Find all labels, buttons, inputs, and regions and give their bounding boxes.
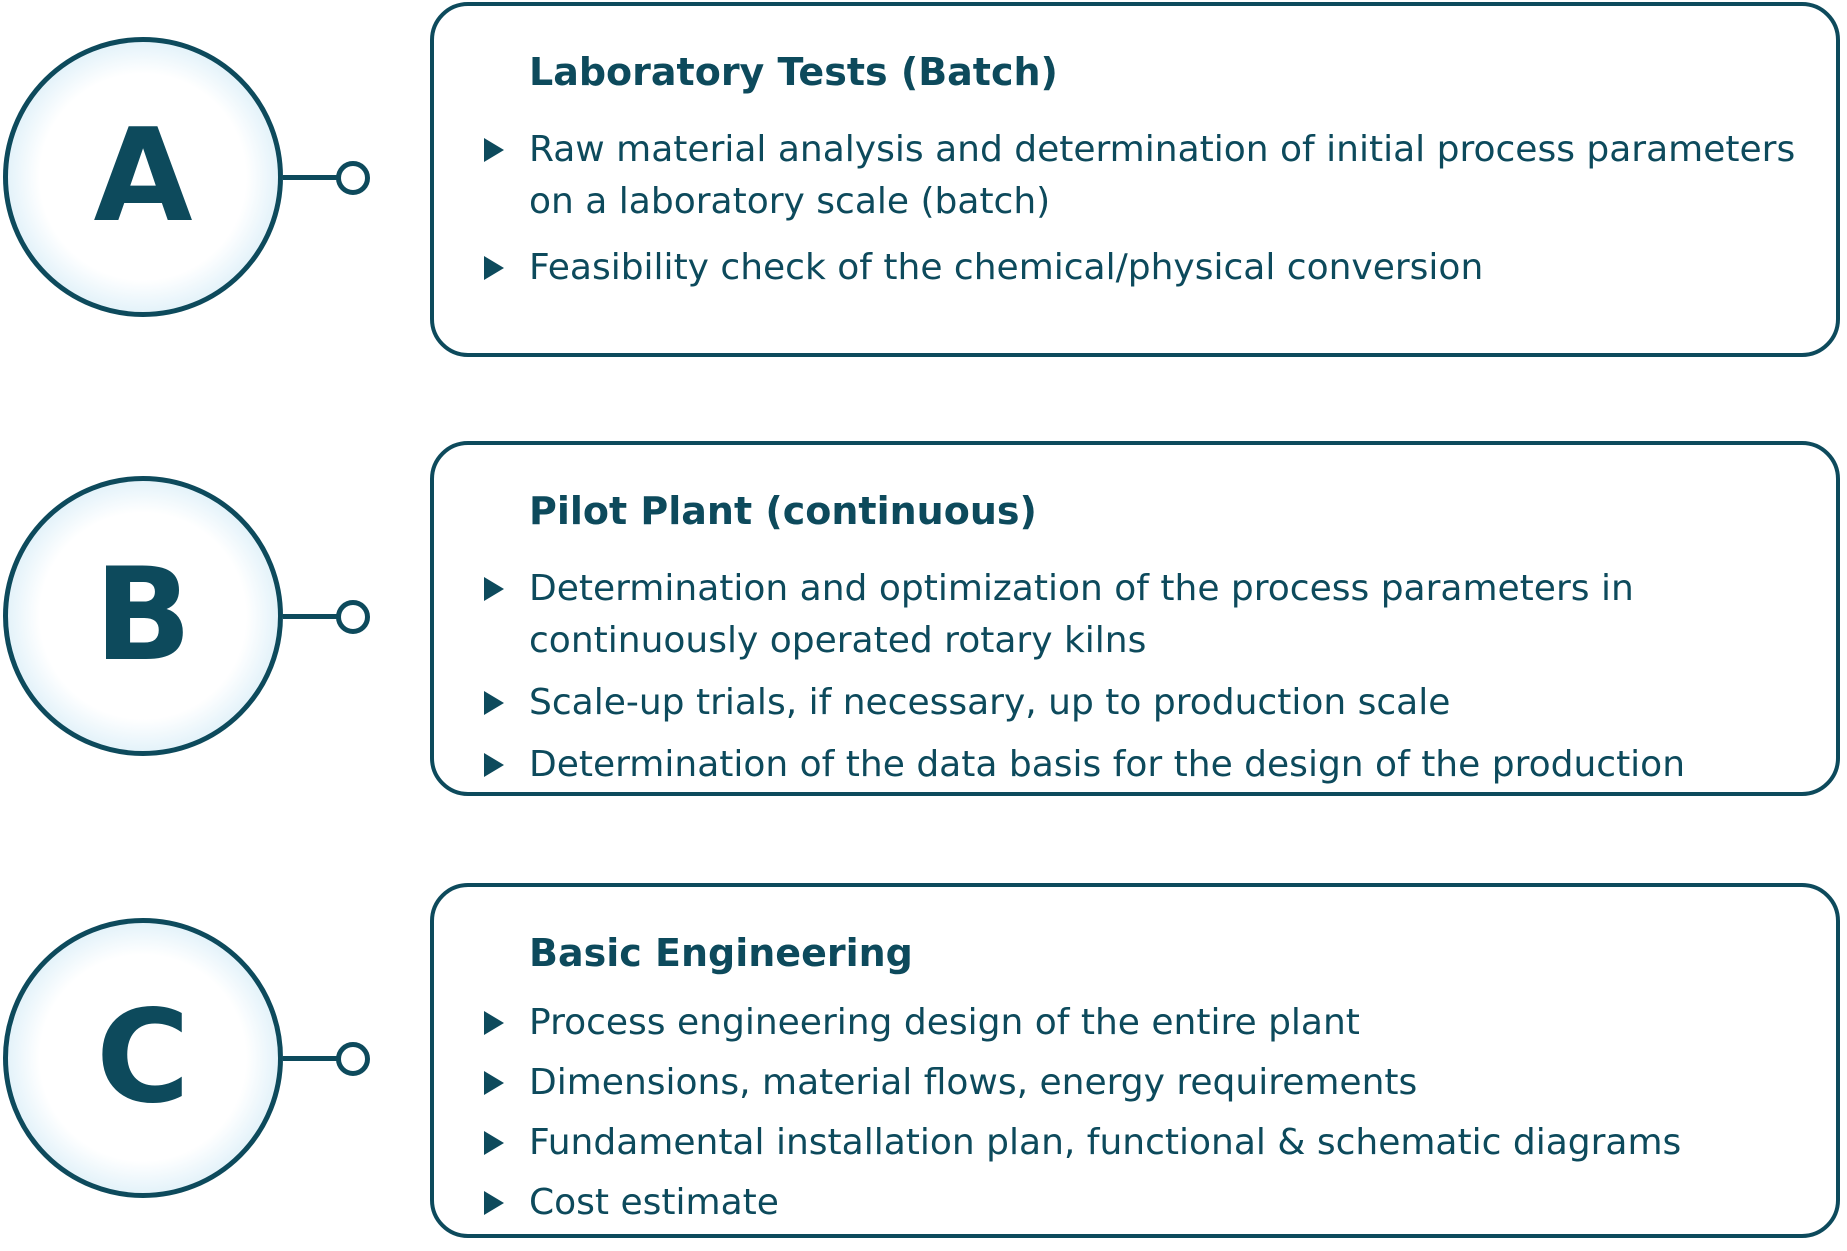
connector-line-c bbox=[283, 1056, 338, 1061]
step-b bbox=[0, 439, 1847, 809]
connector-line-b bbox=[283, 614, 338, 619]
play-triangle-icon bbox=[484, 1191, 504, 1215]
bullet-list-b bbox=[484, 563, 1814, 801]
bullet-text: Fundamental installation plan, functional & schematic diagrams bbox=[529, 1122, 1682, 1163]
bullet-list-a bbox=[484, 124, 1814, 308]
play-triangle-icon bbox=[484, 691, 504, 715]
bullet-text: Feasibility check of the chemical/physical conversion bbox=[529, 247, 1484, 288]
step-badge-a bbox=[3, 37, 283, 317]
step-card-a bbox=[430, 2, 1840, 357]
bullet-text: Scale-up trials, if necessary, up to production scale bbox=[529, 682, 1451, 723]
step-letter-b: B bbox=[94, 541, 192, 690]
step-card-b bbox=[430, 441, 1840, 796]
step-card-c bbox=[430, 883, 1840, 1238]
step-badge-b bbox=[3, 476, 283, 756]
list-item bbox=[484, 124, 1814, 228]
list-item bbox=[484, 1117, 1814, 1169]
list-item bbox=[484, 739, 1814, 791]
play-triangle-icon bbox=[484, 256, 504, 280]
list-item bbox=[484, 242, 1814, 294]
bullet-text: Dimensions, material flows, energy requirements bbox=[529, 1062, 1418, 1103]
connector-line-a bbox=[283, 175, 338, 180]
play-triangle-icon bbox=[484, 1131, 504, 1155]
step-title-b: Pilot Plant (continuous) bbox=[529, 489, 1037, 533]
play-triangle-icon bbox=[484, 138, 504, 162]
step-letter-c: C bbox=[96, 983, 190, 1132]
step-letter-a: A bbox=[93, 102, 193, 251]
step-title-a: Laboratory Tests (Batch) bbox=[529, 50, 1058, 94]
bullet-text: Determination of the data basis for the design of the production bbox=[529, 744, 1686, 785]
step-badge-c bbox=[3, 918, 283, 1198]
list-item bbox=[484, 1057, 1814, 1109]
bullet-list-c bbox=[484, 997, 1814, 1237]
play-triangle-icon bbox=[484, 1071, 504, 1095]
bullet-text: Process engineering design of the entire plant bbox=[529, 1002, 1360, 1043]
bullet-text: Raw material analysis and determination of initial process parameters on a laboratory scale (batch) bbox=[529, 129, 1796, 222]
list-item bbox=[484, 563, 1814, 667]
connector-dot-icon bbox=[336, 600, 370, 634]
connector-dot-icon bbox=[336, 161, 370, 195]
step-a bbox=[0, 0, 1847, 370]
connector-dot-icon bbox=[336, 1042, 370, 1076]
bullet-text: Determination and optimization of the process parameters in continuously operated rotary kilns bbox=[529, 568, 1634, 661]
list-item bbox=[484, 997, 1814, 1049]
list-item bbox=[484, 1177, 1814, 1229]
play-triangle-icon bbox=[484, 1011, 504, 1035]
list-item bbox=[484, 677, 1814, 729]
play-triangle-icon bbox=[484, 753, 504, 777]
play-triangle-icon bbox=[484, 577, 504, 601]
step-c bbox=[0, 881, 1847, 1251]
bullet-text: Cost estimate bbox=[529, 1182, 779, 1223]
step-title-c: Basic Engineering bbox=[529, 931, 913, 975]
